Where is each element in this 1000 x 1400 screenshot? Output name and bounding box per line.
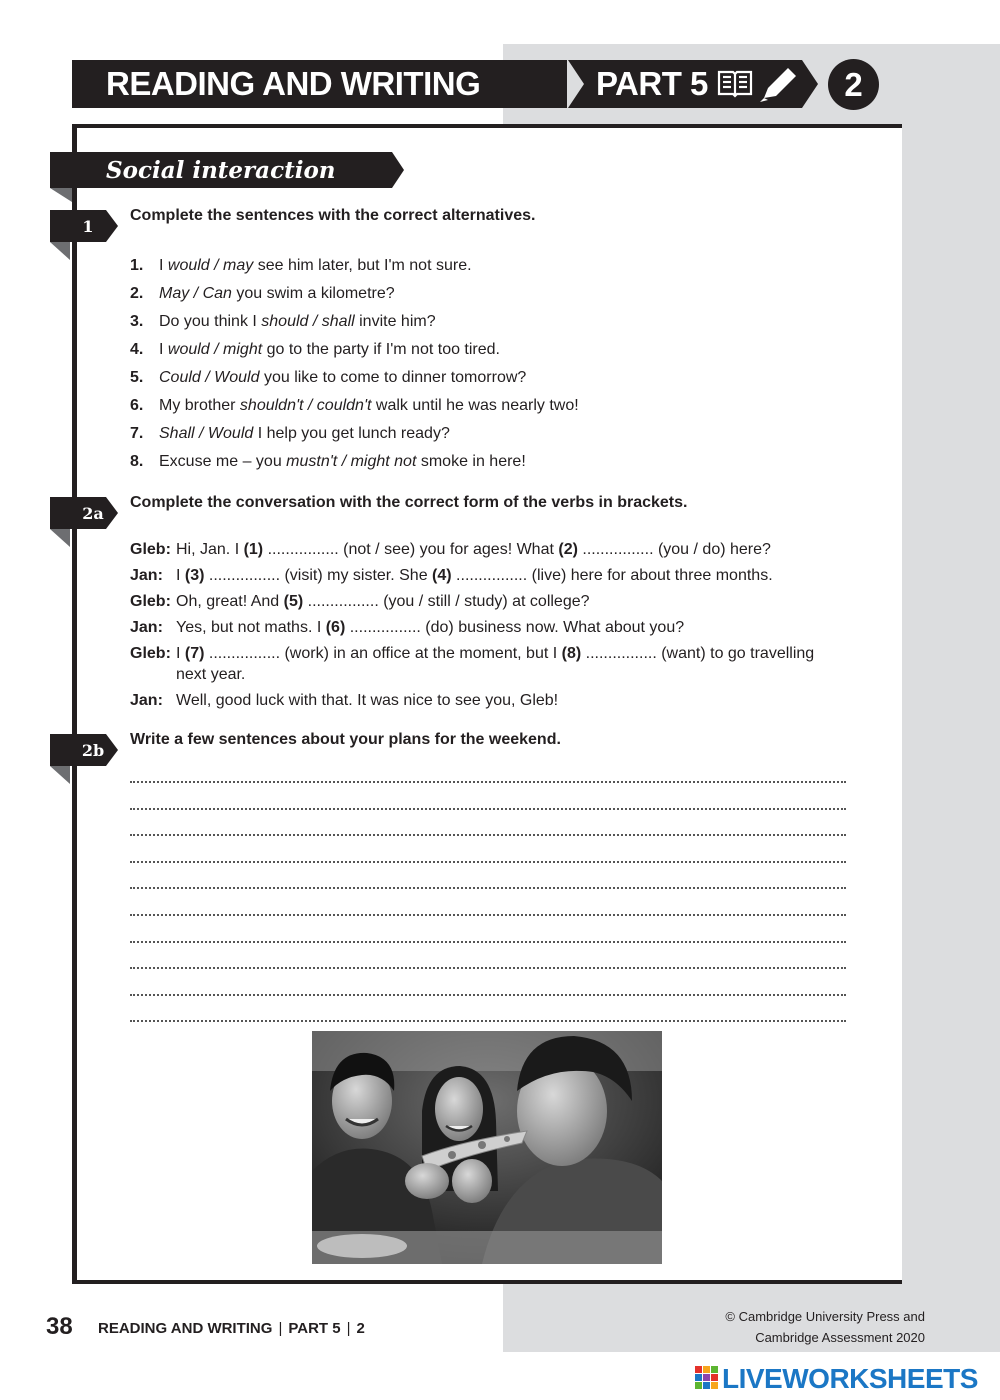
writing-line[interactable] <box>130 941 846 943</box>
line-segment: ................ (work) in an office at the moment, but I <box>204 645 562 662</box>
speaker: Gleb: <box>130 593 171 610</box>
exercise-1-item <box>130 283 579 311</box>
line-text <box>176 591 830 612</box>
item-number: 4. <box>130 341 144 358</box>
item-text-before: My brother <box>159 397 240 414</box>
exercise-2b-instruction: Write a few sentences about your plans for the weekend. <box>130 731 561 748</box>
conversation-line <box>130 643 830 685</box>
item-text-before: Excuse me – you <box>159 453 287 470</box>
copyright <box>725 1306 925 1348</box>
item-text-after: I help you get lunch ready? <box>253 425 450 442</box>
item-alternatives[interactable]: shouldn't / couldn't <box>239 397 372 414</box>
item-text-after: you like to come to dinner tomorrow? <box>259 369 527 386</box>
line-segment: ................ (do) business now. What about you? <box>345 619 685 636</box>
copyright-line-2: Cambridge Assessment 2020 <box>755 1330 925 1345</box>
footer-separator: | <box>346 1320 351 1337</box>
item-text-before: I <box>159 257 168 274</box>
line-text <box>176 539 830 560</box>
writing-line[interactable] <box>130 914 846 916</box>
item-text-after: see him later, but I'm not sure. <box>253 257 472 274</box>
footer-section: READING AND WRITING <box>98 1320 273 1337</box>
line-segment: I <box>176 567 185 584</box>
exercise-2a-instruction: Complete the conversation with the correct form of the verbs in brackets. <box>130 494 688 511</box>
frame-top-border <box>72 124 902 128</box>
exercise-1-item <box>130 451 579 479</box>
exercise-1-item <box>130 255 579 283</box>
conversation <box>130 539 830 716</box>
liveworksheets-logo-icon <box>695 1366 719 1392</box>
gap-number[interactable]: (8) <box>561 645 582 662</box>
line-segment: I <box>176 645 185 662</box>
section-title: Social interaction <box>106 157 336 184</box>
gap-number[interactable]: (3) <box>184 567 205 584</box>
book-icon <box>719 72 751 96</box>
conversation-line <box>130 617 830 638</box>
item-alternatives[interactable]: mustn't / might not <box>286 453 417 470</box>
line-segment: ................ (visit) my sister. She <box>204 567 433 584</box>
footer-part: PART 5 <box>288 1320 341 1337</box>
speaker: Gleb: <box>130 645 171 662</box>
gap-number[interactable]: (2) <box>558 541 578 558</box>
item-text-before: Do you think I <box>159 313 262 330</box>
line-segment: Oh, great! And <box>176 593 284 610</box>
item-alternatives[interactable]: May / Can <box>159 285 232 302</box>
writing-line[interactable] <box>130 861 846 863</box>
exercise-2a-number: 2a <box>82 504 104 523</box>
header-title: READING AND WRITING <box>106 65 481 102</box>
item-number: 3. <box>130 313 144 330</box>
line-text <box>176 690 830 711</box>
writing-line[interactable] <box>130 834 846 836</box>
conversation-line <box>130 591 830 612</box>
item-text-after: go to the party if I'm not too tired. <box>262 341 500 358</box>
item-number: 6. <box>130 397 144 414</box>
exercise-1-item <box>130 367 579 395</box>
writing-line[interactable] <box>130 808 846 810</box>
item-text-after: walk until he was nearly two! <box>371 397 579 414</box>
exercise-1-number: 1 <box>82 217 94 236</box>
exercise-1-item <box>130 311 579 339</box>
frame-bottom-border <box>72 1280 902 1284</box>
item-number: 7. <box>130 425 144 442</box>
line-segment: Hi, Jan. I <box>176 541 244 558</box>
item-text-after: smoke in here! <box>416 453 526 470</box>
writing-line[interactable] <box>130 994 846 996</box>
speaker: Jan: <box>130 692 163 709</box>
item-text-after: invite him? <box>354 313 436 330</box>
gap-number[interactable]: (4) <box>432 567 452 584</box>
writing-line[interactable] <box>130 1020 846 1022</box>
footer-label <box>98 1319 365 1339</box>
speaker: Gleb: <box>130 541 171 558</box>
line-segment: ................ (you / still / study) at college? <box>303 593 590 610</box>
item-number: 1. <box>130 257 144 274</box>
frame-left-border <box>72 124 77 1284</box>
writing-line[interactable] <box>130 781 846 783</box>
writing-line[interactable] <box>130 967 846 969</box>
line-segment: Well, good luck with that. It was nice to see you, Gleb! <box>176 692 559 709</box>
conversation-line <box>130 539 830 560</box>
item-alternatives[interactable]: Could / Would <box>159 369 260 386</box>
header-icons <box>716 66 800 102</box>
item-alternatives[interactable]: would / may <box>167 257 254 274</box>
line-text <box>176 617 830 638</box>
photo-friends-eating-pizza <box>312 1031 662 1264</box>
copyright-line-1: © Cambridge University Press and <box>725 1309 925 1324</box>
conversation-line <box>130 565 830 586</box>
line-segment: ................ (live) here for about three months. <box>451 567 773 584</box>
page-number: 38 <box>46 1313 73 1340</box>
exercise-1-item <box>130 423 579 451</box>
line-text <box>176 643 830 685</box>
item-alternatives[interactable]: should / shall <box>261 313 355 330</box>
writing-line[interactable] <box>130 887 846 889</box>
pen-icon <box>760 68 796 102</box>
writing-lines <box>130 781 846 1047</box>
item-number: 2. <box>130 285 144 302</box>
item-alternatives[interactable]: would / might <box>167 341 263 358</box>
line-segment: ................ (not / see) you for ages! What <box>263 541 559 558</box>
liveworksheets-brand[interactable]: LIVEWORKSHEETS <box>722 1363 978 1394</box>
gap-number[interactable]: (7) <box>184 645 205 662</box>
item-text-before: I <box>159 341 168 358</box>
line-segment: ................ (you / do) here? <box>577 541 771 558</box>
item-number: 5. <box>130 369 144 386</box>
exercise-1-item <box>130 339 579 367</box>
conversation-line <box>130 690 830 711</box>
footer-unit: 2 <box>356 1320 365 1337</box>
speaker: Jan: <box>130 619 163 636</box>
gap-number[interactable]: (1) <box>243 541 264 558</box>
gap-number[interactable]: (6) <box>325 619 346 636</box>
speaker: Jan: <box>130 567 163 584</box>
unit-number-badge: 2 <box>828 59 879 110</box>
footer-separator: | <box>278 1320 283 1337</box>
exercise-2b-number: 2b <box>81 741 105 760</box>
gap-number[interactable]: (5) <box>283 593 304 610</box>
line-segment: Yes, but not maths. I <box>176 619 326 636</box>
header-part: PART 5 <box>596 65 708 102</box>
exercise-1-instruction: Complete the sentences with the correct alternatives. <box>130 207 536 224</box>
line-text <box>176 565 830 586</box>
exercise-1-items <box>130 255 579 479</box>
line-segment: ................ (want) to go travelling next year. <box>176 645 815 683</box>
item-number: 8. <box>130 453 144 470</box>
item-alternatives[interactable]: Shall / Would <box>159 425 254 442</box>
exercise-1-item <box>130 395 579 423</box>
item-text-after: you swim a kilometre? <box>231 285 395 302</box>
